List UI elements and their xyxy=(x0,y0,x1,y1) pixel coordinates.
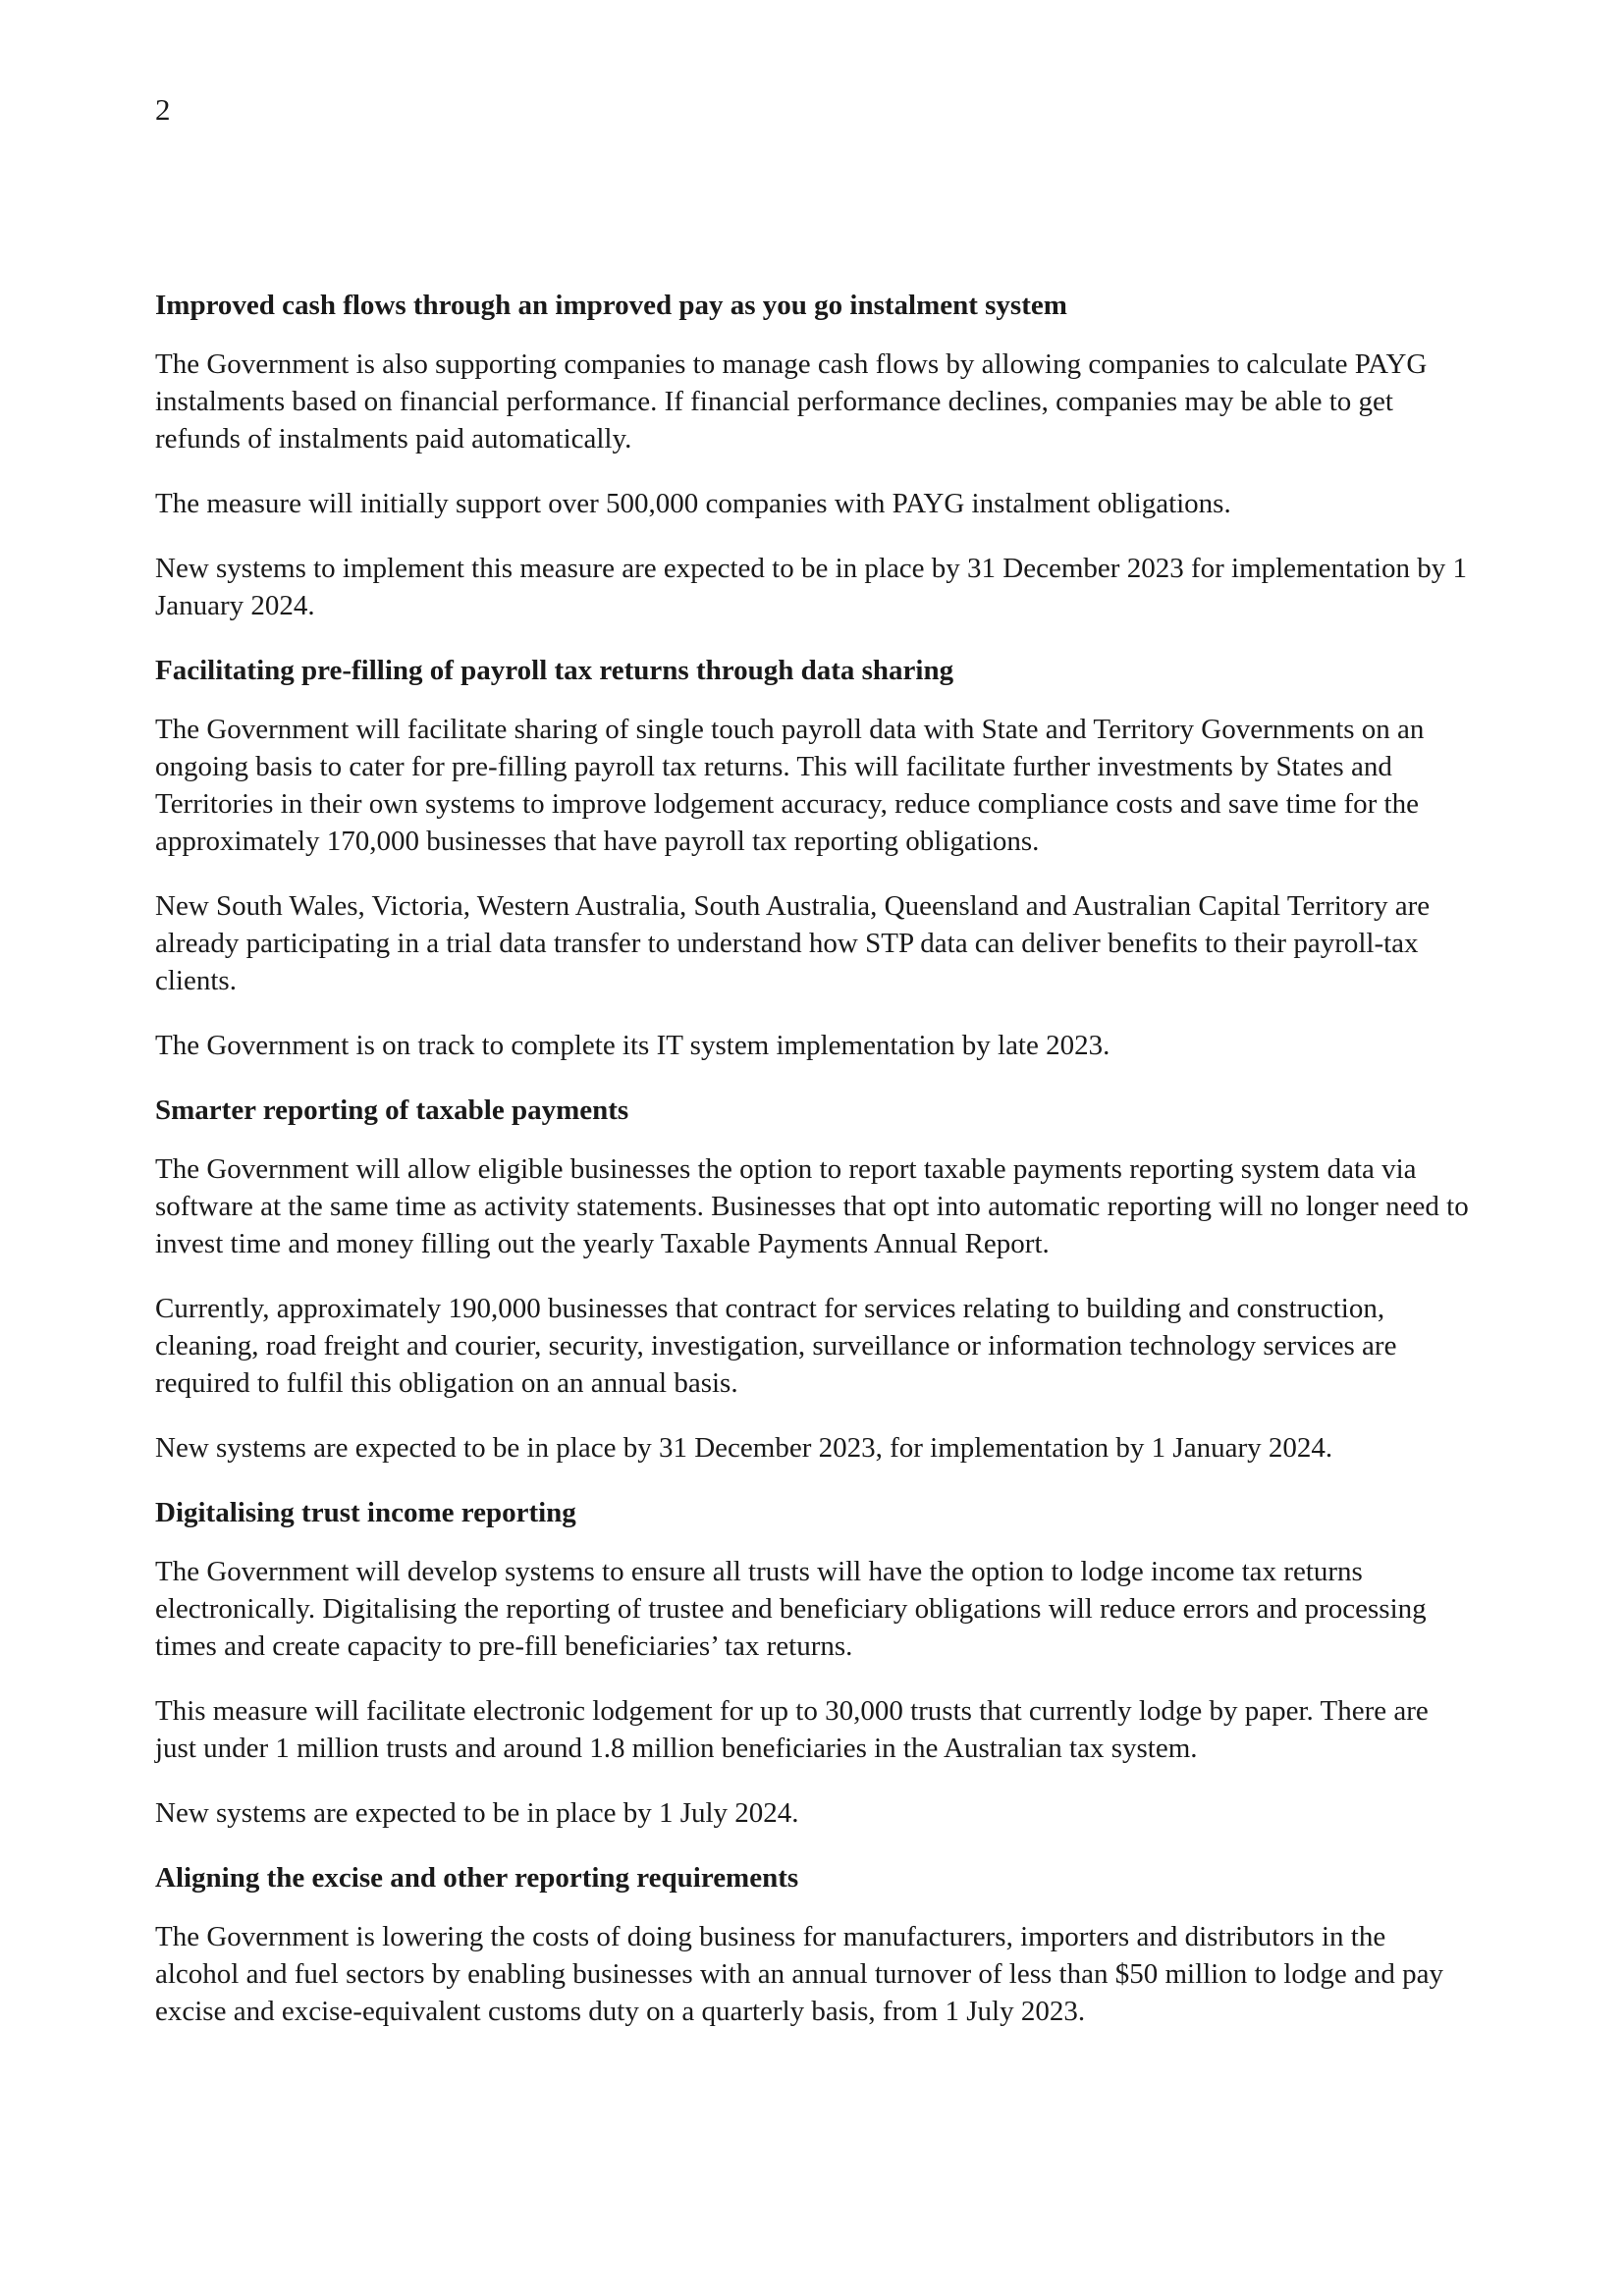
paragraph: New systems to implement this measure are expected to be in place by 31 December 2023 for implementation by 1 January 2024. xyxy=(155,553,1468,621)
section-heading: Aligning the excise and other reporting requirements xyxy=(155,1862,799,1894)
paragraph: New South Wales, Victoria, Western Australia, South Australia, Queensland and Australian Capital Territory are already participating in a trial data transfer to understand how STP data can deliver benefits to their payroll-tax clients. xyxy=(155,890,1431,996)
paragraph: The Government will allow eligible businesses the option to report taxable payments reporting system data via software at the same time as activity statements. Businesses that opt into automatic reporting will no longer need to invest time and money filling out the yearly Taxable Payments Annual Report. xyxy=(155,1153,1469,1259)
paragraph: The Government will develop systems to ensure all trusts will have the option to lodge income tax returns electronically. Digitalising the reporting of trustee and beneficiary obligations will reduce errors and processing times and create capacity to pre-fill beneficiaries’ tax returns. xyxy=(155,1556,1427,1662)
paragraph: New systems are expected to be in place by 1 July 2024. xyxy=(155,1797,799,1829)
section-trust-income-reporting xyxy=(155,1494,1476,1832)
section-heading: Smarter reporting of taxable payments xyxy=(155,1095,629,1126)
paragraph: Currently, approximately 190,000 businesses that contract for services relating to building and construction, cleaning, road freight and courier, security, investigation, surveillance or information technology services are required to fulfil this obligation on an annual basis. xyxy=(155,1293,1397,1399)
section-heading: Improved cash flows through an improved pay as you go instalment system xyxy=(155,290,1067,321)
section-heading: Digitalising trust income reporting xyxy=(155,1497,576,1528)
section-payg-instalments xyxy=(155,287,1476,624)
paragraph: This measure will facilitate electronic lodgement for up to 30,000 trusts that currently lodge by paper. There are just under 1 million trusts and around 1.8 million beneficiaries in the Australian tax system. xyxy=(155,1695,1429,1764)
paragraph: The Government is lowering the costs of doing business for manufacturers, importers and distributors in the alcohol and fuel sectors by enabling businesses with an annual turnover of less than $50 million to lodge and pay excise and excise-equivalent customs duty on a quarterly basis, from 1 July 2023. xyxy=(155,1921,1443,2027)
document-body xyxy=(155,287,1476,2057)
paragraph: The Government is on track to complete its IT system implementation by late 2023. xyxy=(155,1030,1110,1061)
section-payroll-tax-prefill xyxy=(155,652,1476,1064)
paragraph: The Government is also supporting companies to manage cash flows by allowing companies to calculate PAYG instalments based on financial performance. If financial performance declines, companies may be able to get refunds of instalments paid automatically. xyxy=(155,348,1428,454)
paragraph: The measure will initially support over 500,000 companies with PAYG instalment obligations. xyxy=(155,488,1231,519)
section-heading: Facilitating pre-filling of payroll tax returns through data sharing xyxy=(155,655,954,686)
section-excise-reporting xyxy=(155,1859,1476,2030)
section-taxable-payments xyxy=(155,1092,1476,1467)
paragraph: The Government will facilitate sharing of single touch payroll data with State and Territory Governments on an ongoing basis to cater for pre-filling payroll tax returns. This will facilitate further investments by States and Territories in their own systems to improve lodgement accuracy, reduce compliance costs and save time for the approximately 170,000 businesses that have payroll tax reporting obligations. xyxy=(155,714,1425,857)
page-number: 2 xyxy=(155,92,171,127)
paragraph: New systems are expected to be in place by 31 December 2023, for implementation by 1 January 2024. xyxy=(155,1432,1333,1464)
